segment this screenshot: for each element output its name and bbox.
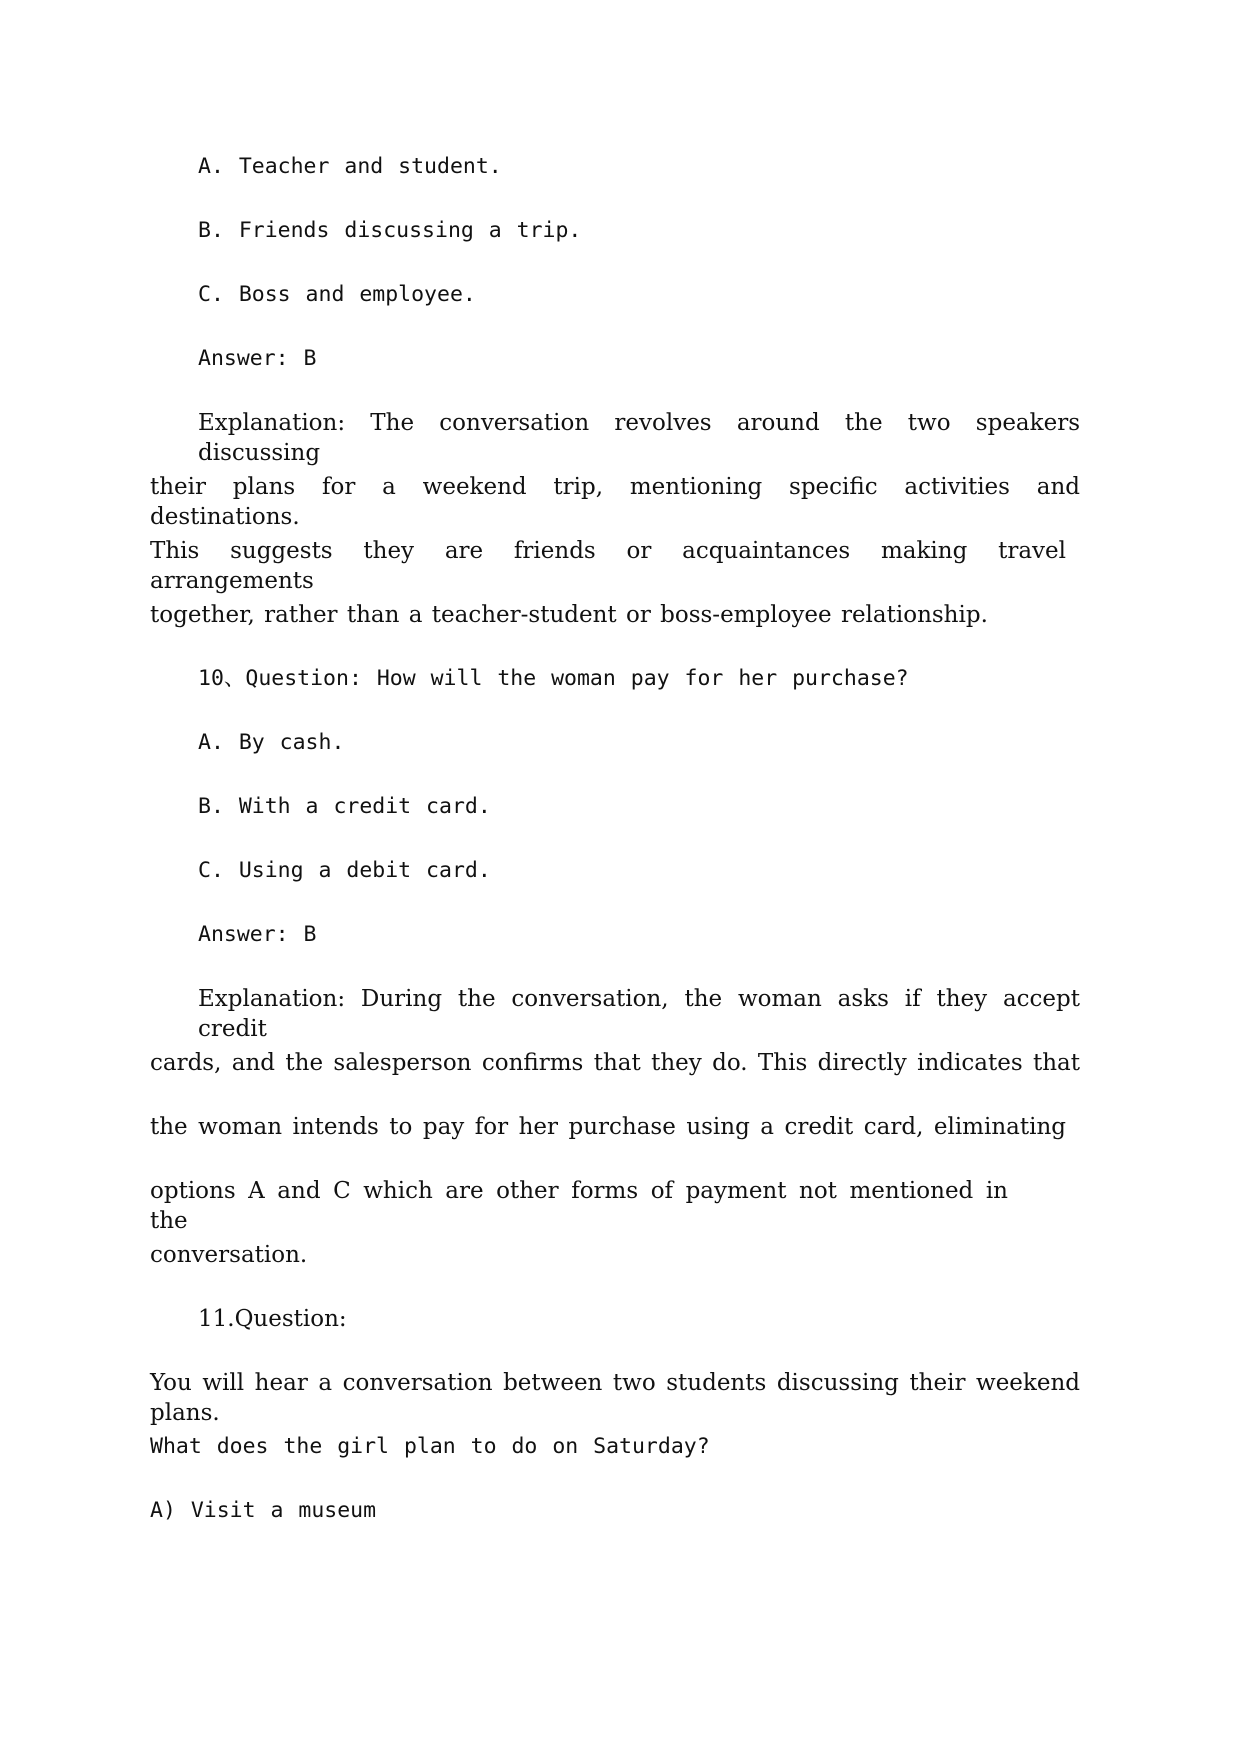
- q10-option-a: A. By cash.: [198, 730, 345, 755]
- q11-prompt-line-2: What does the girl plan to do on Saturday?: [150, 1434, 710, 1459]
- q9-explanation-line-1: Explanation: The conversation revolves around the two speakers discussing: [198, 410, 1080, 466]
- q9-explanation-line-2: their plans for a weekend trip, mentioning specific activities and destinations.: [150, 474, 1080, 530]
- q9-option-a: A. Teacher and student.: [198, 154, 502, 179]
- q10-explanation-line-4: options A and C which are other forms of payment not mentioned in the: [150, 1178, 1008, 1234]
- q10-explanation-line-2: cards, and the salesperson confirms that they do. This directly indicates that: [150, 1050, 1080, 1076]
- q10-question: 10、Question: How will the woman pay for her purchase?: [198, 666, 909, 691]
- q11-question: 11.Question:: [198, 1306, 347, 1332]
- q9-option-c: C. Boss and employee.: [198, 282, 476, 307]
- q9-explanation-line-3: This suggests they are friends or acquaintances making travel arrangements: [150, 538, 1066, 594]
- q9-answer: Answer: B: [198, 346, 317, 371]
- q10-explanation-line-1: Explanation: During the conversation, the woman asks if they accept credit: [198, 986, 1080, 1042]
- q9-option-b: B. Friends discussing a trip.: [198, 218, 582, 243]
- q10-explanation-line-5: conversation.: [150, 1242, 308, 1268]
- q10-option-c: C. Using a debit card.: [198, 858, 491, 883]
- q11-prompt-line-1: You will hear a conversation between two students discussing their weekend plans.: [150, 1370, 1080, 1426]
- q9-explanation-line-4: together, rather than a teacher-student or boss-employee relationship.: [150, 602, 988, 628]
- q10-option-b: B. With a credit card.: [198, 794, 491, 819]
- q10-answer: Answer: B: [198, 922, 317, 947]
- q10-explanation-line-3: the woman intends to pay for her purchase using a credit card, eliminating: [150, 1114, 1066, 1140]
- q11-option-a: A) Visit a museum: [150, 1498, 377, 1523]
